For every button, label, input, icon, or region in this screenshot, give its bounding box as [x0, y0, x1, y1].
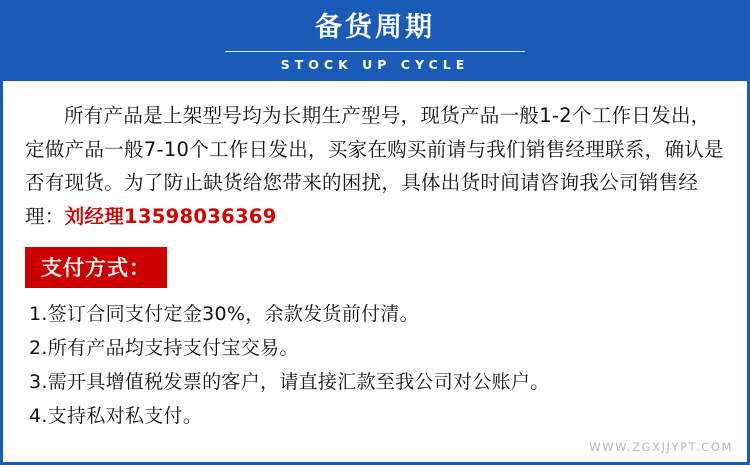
list-item: 4.支持私对私支付。 — [29, 404, 203, 427]
page-content — [3, 81, 747, 433]
page-header — [3, 3, 747, 81]
page-title: 备货周期 — [315, 11, 435, 43]
sales-manager-contact: 刘经理13598036369 — [64, 204, 277, 228]
list-item: 1.签订合同支付定金30%，余款发货前付清。 — [29, 303, 419, 326]
payment-heading-wrapper — [25, 247, 725, 288]
list-item: 2.所有产品均支持支付宝交易。 — [29, 336, 299, 359]
stock-cycle-paragraph — [25, 99, 725, 233]
paragraph-text: 所有产品是上架型号均为长期生产型号，现货产品一般1-2个工作日发出，定做产品一般7-10个工作日发出，买家在购买前请与我们销售经理联系，确认是否有现货。为了防止缺货给您带来的困扰，具体出货时间请咨询我公司销售经理： — [25, 104, 724, 228]
payment-method-list — [25, 298, 725, 433]
payment-method-heading: 支付方式： — [25, 247, 167, 288]
page-subtitle: STOCK UP CYCLE — [280, 57, 470, 73]
site-watermark: WWW.ZGXJJYPT.COM — [589, 440, 733, 454]
header-divider — [225, 51, 525, 52]
list-item: 3.需开具增值税发票的客户，请直接汇款至我公司对公账户。 — [29, 370, 550, 393]
